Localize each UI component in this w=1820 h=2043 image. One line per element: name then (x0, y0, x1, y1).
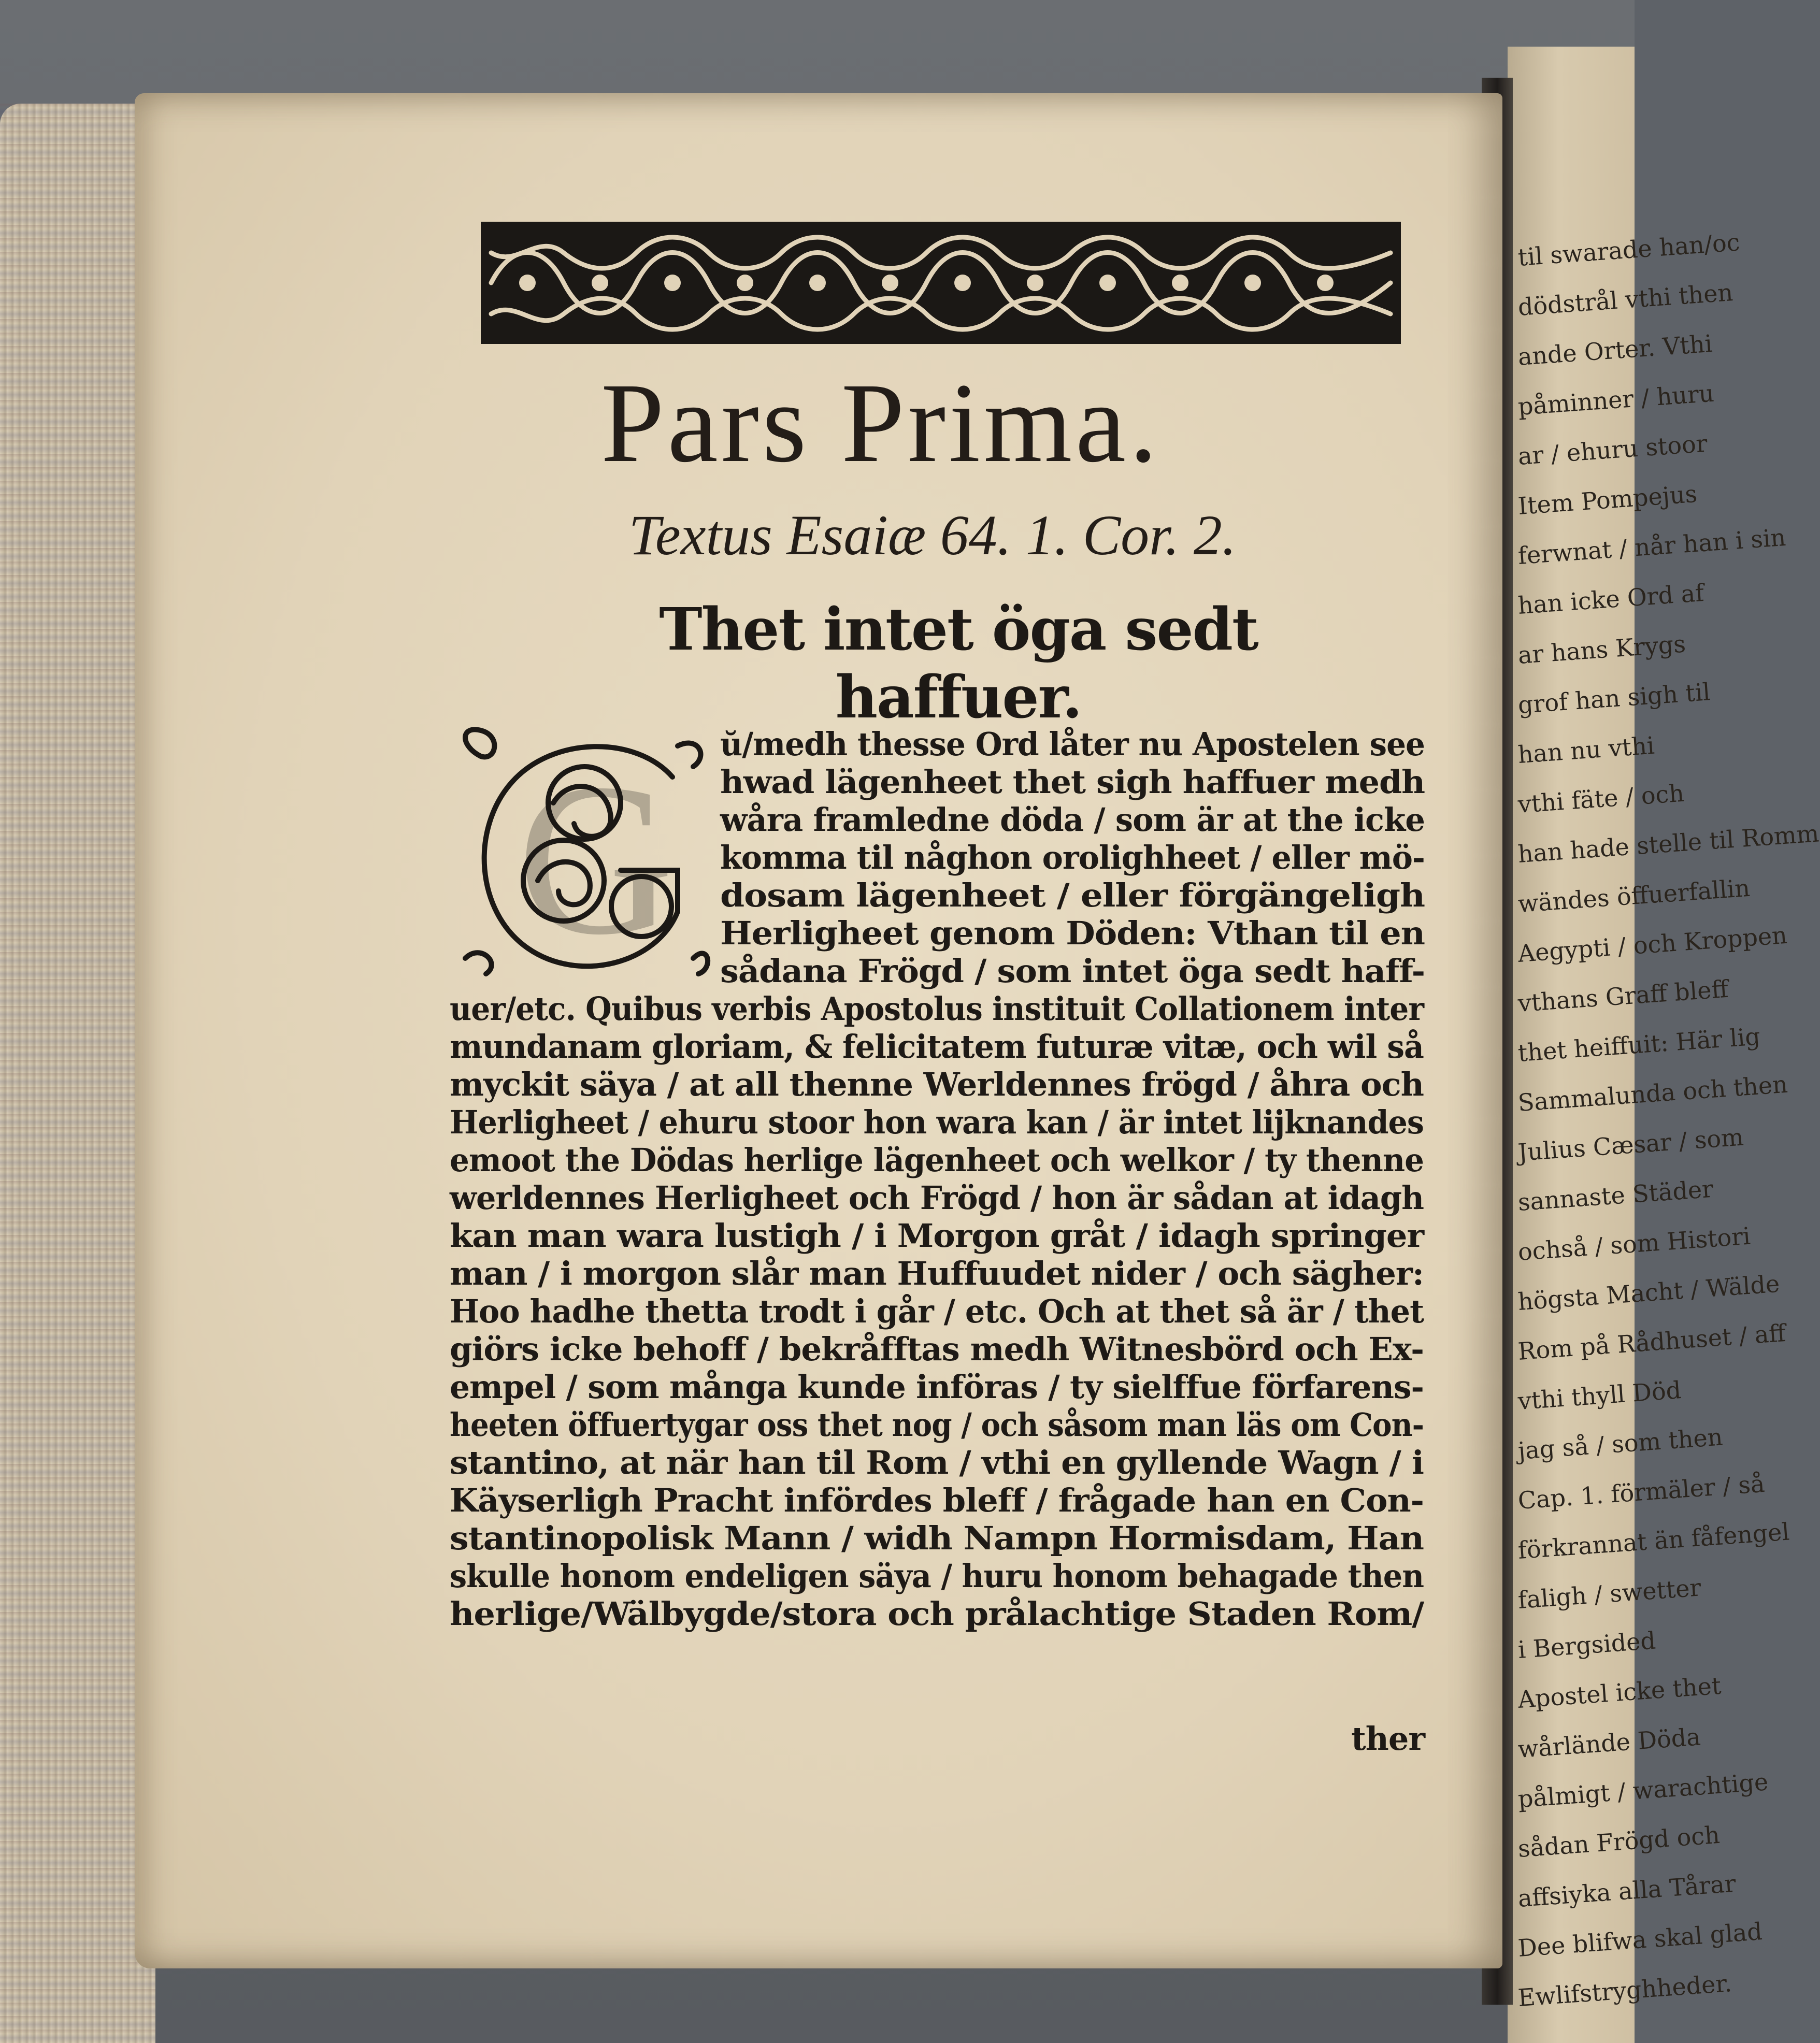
facing-page-line: högsta Macht / Wälde (1517, 1269, 1781, 1316)
text-line: empel / som många kunde införas / ty sielffue förfarens- (450, 1368, 1424, 1406)
facing-page-line: wändes öffuerfallin (1517, 873, 1751, 918)
text-line: kan man wara lustigh / i Morgon gråt / idagh springer (450, 1217, 1424, 1255)
facing-page-line: ande Orter. Vthi (1517, 329, 1713, 371)
facing-page-line: pålmigt / warachtige (1517, 1767, 1769, 1813)
facing-page-line: sådan Frögd och (1517, 1820, 1721, 1863)
facing-page-line: grof han sigh til (1517, 678, 1711, 719)
facing-page-line: faligh / swetter (1517, 1573, 1702, 1614)
facing-page-line: Rom på Rådhuset / aff (1517, 1318, 1787, 1365)
scripture-reference: Textus Esaiæ 64. 1. Cor. 2. (628, 503, 1237, 567)
text-line: Hoo hadhe thetta trodt i går / etc. Och at thet så är / thet (450, 1292, 1424, 1330)
facing-page-line: Dee blifwa skal glad (1517, 1917, 1764, 1962)
facing-page-line: han nu vthi (1517, 731, 1656, 769)
initial-letter-glyph: G (517, 739, 675, 980)
text-line: dosam lägenheet / eller förgängeligh (720, 876, 1425, 914)
text-line: giörs icke behoff / bekråfftas medh Witnesbörd och Ex- (450, 1330, 1424, 1368)
facing-page-line: thet heiffuit: Här lig (1517, 1022, 1761, 1067)
text-line: man / i morgon slår man Huffuudet nider / och sägher: (450, 1255, 1424, 1292)
decorative-headpiece (481, 222, 1401, 344)
text-line: Herligheet / ehuru stoor hon wara kan / är intet lijknandes (450, 1103, 1424, 1141)
catchword: ther (1351, 1720, 1425, 1758)
facing-page-line: til swarade han/oc (1517, 228, 1741, 271)
text-line: wåra framledne döda / som är at the icke (720, 801, 1425, 839)
text-line: emoot the Dödas herlige lägenheet och welkor / ty thenne (450, 1141, 1424, 1179)
text-line: herlige/Wälbygde/stora och prålachtige Staden Rom/ (450, 1595, 1424, 1633)
facing-page-line: Sammalunda och then (1517, 1070, 1789, 1117)
facing-page-line: vthans Graff bleff (1517, 974, 1729, 1017)
text-line: Herligheet genom Döden: Vthan til en (720, 914, 1425, 952)
decorated-initial-letter (450, 715, 719, 979)
facing-page-line: ferwnat / når han i sin (1517, 523, 1787, 570)
facing-page-line: ar / ehuru stoor (1517, 429, 1709, 470)
text-line: myckit säya / at all thenne Werldennes frögd / åhra och (450, 1066, 1424, 1103)
text-line: Käyserligh Pracht infördes bleff / frågade han en Con- (450, 1481, 1424, 1519)
text-line: uer/etc. Quibus verbis Apostolus instituit Collationem inter (450, 990, 1424, 1028)
text-line: werldennes Herligheet och Frögd / hon är sådan at idagh (450, 1179, 1424, 1217)
facing-page-line: wårlände Döda (1517, 1722, 1702, 1763)
facing-page-line: han hade stelle til Romm (1517, 819, 1820, 868)
text-line: hwad lägenheet thet sigh haffuer medh (720, 763, 1425, 801)
facing-page-line: förkrannat än fåfengel (1517, 1517, 1790, 1564)
text-line: sådana Frögd / som intet öga sedt haff- (720, 952, 1425, 990)
facing-page (1508, 47, 1820, 2043)
facing-page-line: Ewlifstryghheder. (1517, 1969, 1733, 2012)
text-line: skulle honom endeligen säya / huru honom behagade then (450, 1557, 1424, 1595)
facing-page-line: dödstrål vthi then (1517, 278, 1734, 321)
text-line: mundanam gloriam, & felicitatem futuræ vitæ, och wil så (450, 1028, 1424, 1066)
text-line: ŭ/medh thesse Ord låter nu Apostelen see (720, 725, 1425, 763)
page-heading: Pars Prima. (600, 359, 1161, 486)
facing-page-line: Cap. 1. förmäler / så (1517, 1469, 1766, 1515)
facing-page-line: jag så / som then (1517, 1422, 1724, 1465)
facing-page-line: affsiyka alla Tårar (1517, 1869, 1737, 1912)
section-subheading: Thet intet öga sedt haffuer. (659, 596, 1258, 731)
facing-page-line: Item Pompejus (1517, 479, 1698, 520)
facing-page-line: han icke Ord af (1517, 578, 1705, 620)
facing-page-line: vthi fäte / och (1517, 779, 1685, 818)
text-line: stantino, at när han til Rom / vthi en gyllende Wagn / i (450, 1444, 1424, 1481)
facing-page-line: Julius Cæsar / som (1517, 1123, 1745, 1167)
text-line: heeten öffuertygar oss thet nog / och såsom man läs om Con- (450, 1406, 1424, 1444)
facing-page-line: i Bergsided (1517, 1626, 1657, 1664)
book-page-edges (0, 104, 155, 2043)
facing-page-line: sannaste Städer (1517, 1174, 1714, 1216)
facing-page-line: påminner / huru (1517, 379, 1715, 421)
facing-page-line: ochså / som Histori (1517, 1221, 1752, 1266)
text-line: stantinopolisk Mann / widh Nampn Hormisdam, Han (450, 1519, 1424, 1557)
facing-page-line: Aegypti / och Kroppen (1517, 920, 1788, 968)
text-line: komma til någhon orolighheet / eller mö- (720, 839, 1425, 876)
facing-page-line: vthi thyll Död (1517, 1376, 1682, 1415)
facing-page-line: ar hans Krygs (1517, 629, 1687, 669)
facing-page-line: Apostel icke thet (1517, 1671, 1722, 1714)
